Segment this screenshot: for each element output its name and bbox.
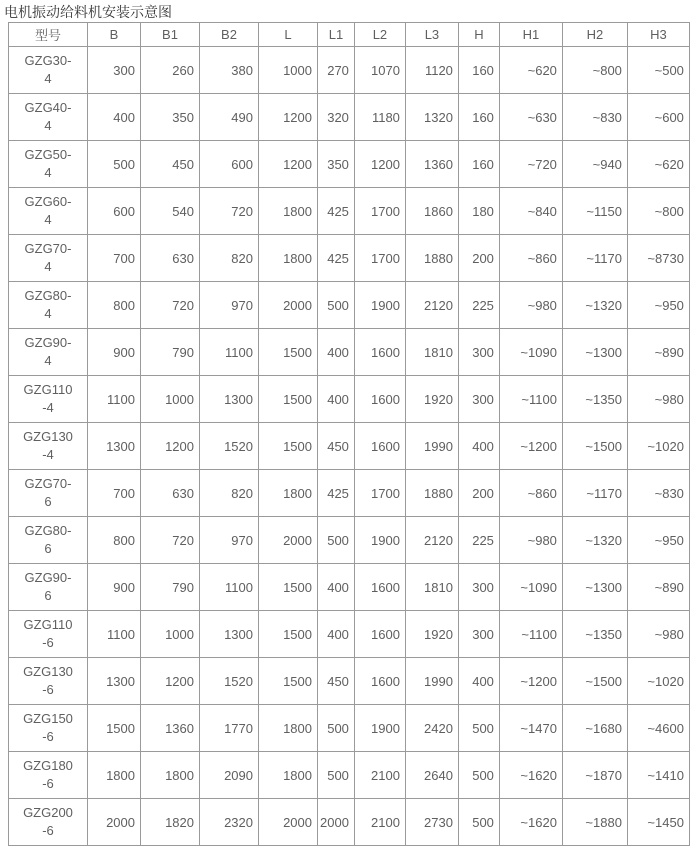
value-cell: 800 xyxy=(88,282,141,329)
column-header-l3: L3 xyxy=(405,23,458,47)
value-cell: 1600 xyxy=(354,611,405,658)
value-cell: 450 xyxy=(318,423,355,470)
value-cell: 1800 xyxy=(259,705,318,752)
value-cell: 700 xyxy=(88,235,141,282)
value-cell: 500 xyxy=(88,141,141,188)
value-cell: 500 xyxy=(318,752,355,799)
table-row xyxy=(9,752,690,799)
value-cell: ~830 xyxy=(562,94,627,141)
model-cell: GZG80-6 xyxy=(9,517,88,564)
value-cell: 1800 xyxy=(259,235,318,282)
table-row xyxy=(9,188,690,235)
value-cell: 2000 xyxy=(259,517,318,564)
value-cell: 1500 xyxy=(259,376,318,423)
value-cell: 160 xyxy=(458,141,499,188)
value-cell: 500 xyxy=(318,517,355,564)
model-cell: GZG30-4 xyxy=(9,47,88,94)
value-cell: 1600 xyxy=(354,564,405,611)
value-cell: 180 xyxy=(458,188,499,235)
value-cell: 720 xyxy=(141,517,200,564)
value-cell: 1600 xyxy=(354,423,405,470)
value-cell: ~940 xyxy=(562,141,627,188)
value-cell: 1300 xyxy=(200,611,259,658)
value-cell: 1600 xyxy=(354,329,405,376)
value-cell: 1990 xyxy=(405,423,458,470)
value-cell: 800 xyxy=(88,517,141,564)
value-cell: 820 xyxy=(200,470,259,517)
value-cell: 500 xyxy=(458,752,499,799)
value-cell: 1200 xyxy=(354,141,405,188)
value-cell: 600 xyxy=(88,188,141,235)
value-cell: 1600 xyxy=(354,658,405,705)
value-cell: 1320 xyxy=(405,94,458,141)
value-cell: 2120 xyxy=(405,517,458,564)
value-cell: 1200 xyxy=(259,94,318,141)
value-cell: 1810 xyxy=(405,329,458,376)
value-cell: 1200 xyxy=(141,658,200,705)
value-cell: 320 xyxy=(318,94,355,141)
value-cell: 2000 xyxy=(259,282,318,329)
value-cell: ~860 xyxy=(499,235,562,282)
value-cell: ~1320 xyxy=(562,517,627,564)
value-cell: 490 xyxy=(200,94,259,141)
value-cell: 1800 xyxy=(259,752,318,799)
table-row xyxy=(9,705,690,752)
value-cell: 1000 xyxy=(259,47,318,94)
table-row xyxy=(9,141,690,188)
value-cell: 225 xyxy=(458,282,499,329)
value-cell: 400 xyxy=(318,329,355,376)
table-row xyxy=(9,658,690,705)
value-cell: 1000 xyxy=(141,611,200,658)
value-cell: 540 xyxy=(141,188,200,235)
column-header-b1: B1 xyxy=(141,23,200,47)
value-cell: 1360 xyxy=(405,141,458,188)
value-cell: 720 xyxy=(200,188,259,235)
value-cell: 160 xyxy=(458,94,499,141)
value-cell: ~1450 xyxy=(627,799,689,846)
column-header-l1: L1 xyxy=(318,23,355,47)
table-body xyxy=(9,47,690,846)
value-cell: 1520 xyxy=(200,423,259,470)
value-cell: ~720 xyxy=(499,141,562,188)
value-cell: ~860 xyxy=(499,470,562,517)
value-cell: ~1680 xyxy=(562,705,627,752)
value-cell: ~1090 xyxy=(499,564,562,611)
value-cell: 350 xyxy=(318,141,355,188)
value-cell: 260 xyxy=(141,47,200,94)
value-cell: 900 xyxy=(88,564,141,611)
model-cell: GZG110-6 xyxy=(9,611,88,658)
value-cell: 1100 xyxy=(200,564,259,611)
table-row xyxy=(9,564,690,611)
value-cell: ~1320 xyxy=(562,282,627,329)
value-cell: ~980 xyxy=(499,282,562,329)
value-cell: ~1020 xyxy=(627,658,689,705)
value-cell: 1360 xyxy=(141,705,200,752)
model-cell: GZG50-4 xyxy=(9,141,88,188)
column-header-h: H xyxy=(458,23,499,47)
value-cell: 790 xyxy=(141,564,200,611)
value-cell: 1180 xyxy=(354,94,405,141)
value-cell: 2100 xyxy=(354,799,405,846)
value-cell: 600 xyxy=(200,141,259,188)
value-cell: 500 xyxy=(318,282,355,329)
value-cell: 970 xyxy=(200,517,259,564)
model-cell: GZG200-6 xyxy=(9,799,88,846)
value-cell: 1600 xyxy=(354,376,405,423)
value-cell: ~1350 xyxy=(562,611,627,658)
value-cell: ~890 xyxy=(627,329,689,376)
value-cell: ~1150 xyxy=(562,188,627,235)
value-cell: 2100 xyxy=(354,752,405,799)
table-row xyxy=(9,282,690,329)
value-cell: 1800 xyxy=(88,752,141,799)
model-cell: GZG90-4 xyxy=(9,329,88,376)
value-cell: 1920 xyxy=(405,376,458,423)
model-cell: GZG40-4 xyxy=(9,94,88,141)
model-cell: GZG70-6 xyxy=(9,470,88,517)
model-cell: GZG90-6 xyxy=(9,564,88,611)
value-cell: 300 xyxy=(458,611,499,658)
value-cell: 1500 xyxy=(259,329,318,376)
value-cell: 450 xyxy=(141,141,200,188)
value-cell: ~1500 xyxy=(562,423,627,470)
value-cell: 2640 xyxy=(405,752,458,799)
value-cell: 400 xyxy=(458,423,499,470)
model-cell: GZG130-4 xyxy=(9,423,88,470)
value-cell: ~840 xyxy=(499,188,562,235)
value-cell: 2120 xyxy=(405,282,458,329)
value-cell: 300 xyxy=(88,47,141,94)
value-cell: 630 xyxy=(141,235,200,282)
model-cell: GZG60-4 xyxy=(9,188,88,235)
value-cell: ~800 xyxy=(627,188,689,235)
value-cell: 2000 xyxy=(88,799,141,846)
value-cell: 1500 xyxy=(88,705,141,752)
value-cell: ~600 xyxy=(627,94,689,141)
column-header-l: L xyxy=(259,23,318,47)
page-title: 电机振动给料机安装示意图 xyxy=(4,4,172,20)
value-cell: 500 xyxy=(458,705,499,752)
value-cell: ~1620 xyxy=(499,752,562,799)
table-row xyxy=(9,470,690,517)
value-cell: 1810 xyxy=(405,564,458,611)
value-cell: 1200 xyxy=(259,141,318,188)
column-header-l2: L2 xyxy=(354,23,405,47)
value-cell: ~1350 xyxy=(562,376,627,423)
value-cell: 500 xyxy=(318,705,355,752)
value-cell: 790 xyxy=(141,329,200,376)
value-cell: 1900 xyxy=(354,282,405,329)
value-cell: ~620 xyxy=(499,47,562,94)
value-cell: ~1200 xyxy=(499,658,562,705)
value-cell: ~1020 xyxy=(627,423,689,470)
value-cell: 380 xyxy=(200,47,259,94)
value-cell: ~1870 xyxy=(562,752,627,799)
table-row xyxy=(9,799,690,846)
value-cell: 1700 xyxy=(354,188,405,235)
value-cell: ~4600 xyxy=(627,705,689,752)
value-cell: 1770 xyxy=(200,705,259,752)
value-cell: ~830 xyxy=(627,470,689,517)
value-cell: 1100 xyxy=(200,329,259,376)
value-cell: ~980 xyxy=(499,517,562,564)
value-cell: 1300 xyxy=(88,658,141,705)
value-cell: 2730 xyxy=(405,799,458,846)
value-cell: ~1170 xyxy=(562,235,627,282)
value-cell: 1100 xyxy=(88,376,141,423)
value-cell: 200 xyxy=(458,235,499,282)
column-header-model: 型号 xyxy=(9,23,88,47)
value-cell: 400 xyxy=(458,658,499,705)
value-cell: 1900 xyxy=(354,517,405,564)
value-cell: ~630 xyxy=(499,94,562,141)
value-cell: ~1500 xyxy=(562,658,627,705)
value-cell: ~1410 xyxy=(627,752,689,799)
value-cell: ~1300 xyxy=(562,564,627,611)
value-cell: 1300 xyxy=(88,423,141,470)
value-cell: 1880 xyxy=(405,470,458,517)
header-row xyxy=(9,23,690,47)
value-cell: ~1620 xyxy=(499,799,562,846)
value-cell: 400 xyxy=(88,94,141,141)
value-cell: 2420 xyxy=(405,705,458,752)
value-cell: 1700 xyxy=(354,235,405,282)
value-cell: 900 xyxy=(88,329,141,376)
table-row xyxy=(9,47,690,94)
value-cell: 1200 xyxy=(141,423,200,470)
value-cell: 2090 xyxy=(200,752,259,799)
model-cell: GZG110-4 xyxy=(9,376,88,423)
value-cell: 1920 xyxy=(405,611,458,658)
table-row xyxy=(9,94,690,141)
table-row xyxy=(9,376,690,423)
value-cell: 1800 xyxy=(141,752,200,799)
value-cell: 1520 xyxy=(200,658,259,705)
model-cell: GZG150-6 xyxy=(9,705,88,752)
value-cell: 350 xyxy=(141,94,200,141)
value-cell: 1070 xyxy=(354,47,405,94)
value-cell: 1120 xyxy=(405,47,458,94)
value-cell: ~1090 xyxy=(499,329,562,376)
value-cell: ~1880 xyxy=(562,799,627,846)
value-cell: 720 xyxy=(141,282,200,329)
value-cell: 200 xyxy=(458,470,499,517)
column-header-b2: B2 xyxy=(200,23,259,47)
value-cell: 2000 xyxy=(318,799,355,846)
value-cell: 400 xyxy=(318,611,355,658)
table-row xyxy=(9,517,690,564)
value-cell: 1500 xyxy=(259,564,318,611)
value-cell: 400 xyxy=(318,376,355,423)
value-cell: ~1200 xyxy=(499,423,562,470)
value-cell: 300 xyxy=(458,376,499,423)
value-cell: ~1100 xyxy=(499,376,562,423)
value-cell: 425 xyxy=(318,188,355,235)
value-cell: 1000 xyxy=(141,376,200,423)
value-cell: 1500 xyxy=(259,658,318,705)
value-cell: ~950 xyxy=(627,517,689,564)
value-cell: 1900 xyxy=(354,705,405,752)
value-cell: 1300 xyxy=(200,376,259,423)
value-cell: 820 xyxy=(200,235,259,282)
value-cell: ~1470 xyxy=(499,705,562,752)
value-cell: ~800 xyxy=(562,47,627,94)
value-cell: ~1170 xyxy=(562,470,627,517)
value-cell: 225 xyxy=(458,517,499,564)
value-cell: 450 xyxy=(318,658,355,705)
value-cell: 700 xyxy=(88,470,141,517)
column-header-h2: H2 xyxy=(562,23,627,47)
model-cell: GZG70-4 xyxy=(9,235,88,282)
value-cell: 2000 xyxy=(259,799,318,846)
value-cell: 400 xyxy=(318,564,355,611)
value-cell: 1500 xyxy=(259,611,318,658)
spec-table xyxy=(8,22,690,846)
column-header-b: B xyxy=(88,23,141,47)
value-cell: 270 xyxy=(318,47,355,94)
value-cell: 425 xyxy=(318,235,355,282)
value-cell: ~1100 xyxy=(499,611,562,658)
value-cell: 1700 xyxy=(354,470,405,517)
table-header xyxy=(9,23,690,47)
table-row xyxy=(9,235,690,282)
value-cell: 160 xyxy=(458,47,499,94)
value-cell: 630 xyxy=(141,470,200,517)
value-cell: ~500 xyxy=(627,47,689,94)
value-cell: 1880 xyxy=(405,235,458,282)
value-cell: 1990 xyxy=(405,658,458,705)
column-header-h3: H3 xyxy=(627,23,689,47)
value-cell: 300 xyxy=(458,564,499,611)
value-cell: 1800 xyxy=(259,470,318,517)
value-cell: ~890 xyxy=(627,564,689,611)
value-cell: 2320 xyxy=(200,799,259,846)
value-cell: 970 xyxy=(200,282,259,329)
value-cell: 1100 xyxy=(88,611,141,658)
value-cell: ~950 xyxy=(627,282,689,329)
value-cell: ~620 xyxy=(627,141,689,188)
model-cell: GZG130-6 xyxy=(9,658,88,705)
value-cell: ~980 xyxy=(627,611,689,658)
value-cell: ~980 xyxy=(627,376,689,423)
value-cell: ~8730 xyxy=(627,235,689,282)
value-cell: 425 xyxy=(318,470,355,517)
column-header-h1: H1 xyxy=(499,23,562,47)
table-row xyxy=(9,611,690,658)
value-cell: 300 xyxy=(458,329,499,376)
value-cell: 1800 xyxy=(259,188,318,235)
table-row xyxy=(9,423,690,470)
value-cell: 1820 xyxy=(141,799,200,846)
table-row xyxy=(9,329,690,376)
value-cell: 1500 xyxy=(259,423,318,470)
value-cell: ~1300 xyxy=(562,329,627,376)
value-cell: 500 xyxy=(458,799,499,846)
value-cell: 1860 xyxy=(405,188,458,235)
model-cell: GZG180-6 xyxy=(9,752,88,799)
model-cell: GZG80-4 xyxy=(9,282,88,329)
